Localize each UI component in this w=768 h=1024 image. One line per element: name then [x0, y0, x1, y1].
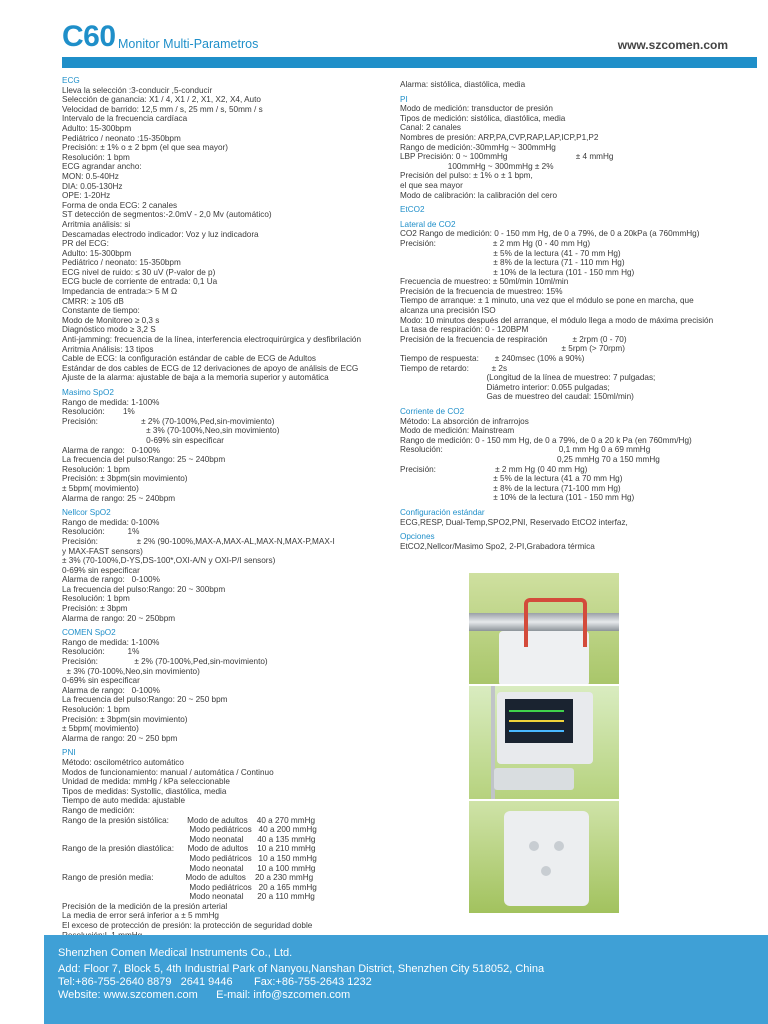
spec-line: Precisión: ± 2% (70-100%,Ped,sin-movimiento) [62, 416, 275, 426]
spec-line: Precisión: ± 2% (90-100%,MAX-A,MAX-AL,MAX-N,MAX-P,MAX-I [62, 536, 335, 546]
spec-line: ± 8% de la lectura (71-100 mm Hg) [400, 483, 621, 493]
spec-line: ± 5bpm( movimiento) [62, 483, 139, 493]
spec-line: Precisión: ± 3bpm [62, 604, 128, 614]
spec-line: Impedancia de entrada:> 5 M Ω [62, 287, 178, 297]
spec-line: Gas de muestreo del caudal: 150ml/min) [400, 392, 634, 402]
section-heading: EtCO2 [400, 205, 425, 215]
section-heading: Masimo SpO2 [62, 388, 114, 397]
spec-line: La frecuencia del pulso:Rango: 20 ~ 300bpm [62, 584, 226, 594]
spec-line: Precisión de la frecuencia de muestreo: 15% [400, 286, 563, 296]
connector-image [554, 841, 564, 851]
monitor-front-image [497, 692, 593, 764]
section-heading: Lateral de CO2 [400, 219, 456, 229]
spec-line: Modos de funcionamiento: manual / automática / Continuo [62, 767, 274, 777]
spec-line: Resolución: 0,1 mm Hg 0 a 69 mmHg [400, 445, 651, 455]
photo-monitor-stand [469, 686, 619, 799]
spec-line: Lleva la selección :3-conducir ,5-conducir [62, 85, 213, 95]
left-spec-column [62, 76, 392, 940]
spec-line: Rango de presión media: Modo de adultos 20 a 230 mmHg [62, 873, 314, 883]
spec-line: Rango de medida: 0-100% [62, 517, 160, 527]
spec-line: Constante de tiempo: [62, 306, 140, 316]
spec-line: ECG bucle de corriente de entrada: 0,1 Ua [62, 277, 218, 287]
section-heading: Configuración estándar [400, 507, 485, 517]
spec-line: Selección de ganancia: X1 / 4, X1 / 2, X1, X2, X4, Auto [62, 95, 261, 105]
spec-line: ± 8% de la lectura (71 - 110 mm Hg) [400, 258, 625, 268]
spec-line: ST detección de segmentos:-2.0mV - 2,0 Mv (automático) [62, 210, 272, 220]
spec-line: alcanza una precisión ISO [400, 306, 496, 316]
spec-line: ± 5% de la lectura (41 - 70 mm Hg) [400, 248, 621, 258]
spec-line: Modo neonatal 40 a 135 mmHg [62, 834, 316, 844]
spec-line: Alarma de rango: 0-100% [62, 575, 160, 585]
spec-line: El exceso de protección de presión: la protección de seguridad doble [62, 921, 313, 931]
footer-web-email: Website: www.szcomen.com E-mail: info@szcomen.com [58, 989, 351, 1001]
spec-line: Precisión: ± 2% (70-100%,Ped,sin-movimiento) [62, 657, 268, 667]
spec-line: Tiempo de respuesta: ± 240msec (10% a 90%) [400, 354, 585, 364]
spec-line: Precisión del pulso: ± 1% o ± 1 bpm, [400, 171, 533, 181]
spec-line: ± 10% de la lectura (101 - 150 mm Hg) [400, 493, 635, 503]
spec-line: Canal: 2 canales [400, 123, 461, 133]
section-heading: Opciones [400, 532, 435, 542]
spec-line: Modo pediátricos 40 a 200 mmHg [62, 825, 317, 835]
spec-line: Modo pediátricos 10 a 150 mmHg [62, 853, 317, 863]
spec-line: Estándar de dos cables de ECG de 12 derivaciones de apoyo de análisis de ECG [62, 363, 359, 373]
product-subtitle: Monitor Multi-Parametros [118, 37, 259, 51]
spec-line: Modo neonatal 10 a 100 mmHg [62, 863, 316, 873]
spec-line: La media de error será inferior a ± 5 mmHg [62, 911, 219, 921]
spec-line: LBP Precisión: 0 ~ 100mmHg ± 4 mmHg [400, 152, 614, 162]
section-heading: PI [400, 94, 408, 104]
connector-image [529, 841, 539, 851]
spec-line: Modo de calibración: la calibración del cero [400, 190, 558, 200]
spec-line: Alarma de rango: 20 ~ 250 bpm [62, 733, 178, 743]
spec-line: Resolución: 1% [62, 647, 140, 657]
spec-line: DIA: 0.05-130Hz [62, 181, 123, 191]
mount-bracket-image [524, 598, 587, 647]
spec-line: CMRR: ≥ 105 dB [62, 296, 124, 306]
spec-line: ECG nivel de ruido: ≤ 30 uV (P-valor de p) [62, 267, 216, 277]
spec-line: Precisión: ± 2 mm Hg (0 40 mm Hg) [400, 464, 588, 474]
section-heading: COMEN SpO2 [62, 628, 116, 638]
spec-line: La tasa de respiración: 0 - 120BPM [400, 325, 529, 335]
spec-line: ± 5% de la lectura (41 a 70 mm Hg) [400, 474, 623, 484]
spec-line: Resolución: 1% [62, 527, 140, 537]
waveform-green-image [509, 710, 564, 712]
spec-line: Precisión: ± 3bpm(sin movimiento) [62, 474, 188, 484]
spec-line: Tiempo de auto medida: ajustable [62, 796, 186, 806]
connector-image [541, 866, 551, 876]
company-footer [44, 935, 768, 1024]
spec-line: Velocidad de barrido: 12,5 mm / s, 25 mm / s, 50mm / s [62, 104, 263, 114]
spec-line: Modo de medición: transductor de presión [400, 104, 553, 114]
page-header [0, 0, 768, 72]
spec-line: Rango de medición: [62, 805, 135, 815]
spec-line: Pediátrico / neonato: 15-350bpm [62, 258, 181, 268]
spec-line: Precisión de la frecuencia de respiración ± 2rpm (0 - 70) [400, 334, 627, 344]
section-heading: ECG [62, 76, 80, 85]
spec-line: Ajuste de la alarma: ajustable de baja a la memoria superior y automática [62, 373, 329, 383]
photo-device-rear [469, 801, 619, 913]
spec-line: EtCO2,Nellcor/Masimo Spo2, 2-PI,Grabadora térmica [400, 541, 595, 551]
spec-line: Rango de la presión sistólica: Modo de adultos 40 a 270 mmHg [62, 815, 316, 825]
spec-line: Pediátrico / neonato :15-350bpm [62, 133, 181, 143]
spec-line: ± 3% (70-100%,D-YS,DS-100*,OXI-A/N y OXI-P/I sensors) [62, 556, 276, 566]
spec-line: Precisión: ± 1% o ± 2 bpm (el que sea mayor) [62, 143, 228, 153]
spec-line: Unidad de medida: mmHg / kPa seleccionable [62, 777, 230, 787]
spec-line: Método: oscilométrico automático [62, 757, 184, 767]
spec-line: Modo de medición: Mainstream [400, 426, 515, 436]
spec-line: Resolución: 1 bpm [62, 594, 130, 604]
spec-line: ± 3% (70-100%,Neo,sin movimiento) [62, 426, 280, 436]
spec-line: Adulto: 15-300bpm [62, 123, 132, 133]
spec-line: Diámetro interior: 0.055 pulgadas; [400, 382, 610, 392]
spec-line: 0-69% sin especificar [62, 676, 140, 686]
spec-line: Rango de medida: 1-100% [62, 637, 160, 647]
spec-line: Alarma de rango: 0-100% [62, 685, 160, 695]
spec-line: Tiempo de arranque: ± 1 minuto, una vez que el módulo se pone en marcha, que [400, 296, 694, 306]
footer-company-name: Shenzhen Comen Medical Instruments Co., Ltd. [58, 947, 293, 959]
spec-line: Descamadas electrodo indicador: Voz y luz indicadora [62, 229, 259, 239]
spec-line: ± 5bpm( movimiento) [62, 724, 139, 734]
spec-line: Rango de medición: 0 - 150 mm Hg, de 0 a 79%, de 0 a 20 k Pa (en 760mm/Hg) [400, 435, 692, 445]
spec-line: CO2 Rango de medición: 0 - 150 mm Hg, de 0 a 79%, de 0 a 20kPa (a 760mmHg) [400, 229, 700, 239]
spec-line: Frecuencia de muestreo: ± 50ml/min 10ml/min [400, 277, 569, 287]
spec-line: Arritmia análisis: si [62, 219, 131, 229]
spec-line: el que sea mayor [400, 180, 463, 190]
photo-rail-mount [469, 573, 619, 684]
spec-line: ECG agrandar ancho: [62, 162, 142, 172]
spec-line: 0,25 mmHg 70 a 150 mmHg [400, 454, 660, 464]
spec-line: Tipos de medición: sistólica, diastólica, media [400, 113, 566, 123]
section-heading: Nellcor SpO2 [62, 508, 111, 518]
spec-line: 0-69% sin especificar [62, 435, 224, 445]
waveform-blue-image [509, 730, 564, 732]
spec-line: ± 10% de la lectura (101 - 150 mm Hg) [400, 267, 635, 277]
header-band [62, 57, 757, 68]
header-website-link[interactable]: www.szcomen.com [617, 38, 728, 52]
spec-line: Rango de medición:-30mmHg ~ 300mmHg [400, 142, 556, 152]
spec-line: Adulto: 15-300bpm [62, 248, 132, 258]
spec-line: Resolución: 1% [62, 407, 135, 417]
spec-line: Resolución: 1 bpm [62, 464, 130, 474]
spec-line: Cable de ECG: la configuración estándar de cable de ECG de Adultos [62, 354, 316, 364]
device-back-image [504, 811, 589, 906]
spec-line: Arritmia Análisis: 13 tipos [62, 344, 154, 354]
spec-line: Modo de Monitoreo ≥ 0,3 s [62, 315, 160, 325]
section-heading: Corriente de CO2 [400, 407, 465, 416]
spec-line: Modo neonatal 20 a 110 mmHg [62, 892, 315, 902]
right-spec-column [400, 80, 745, 551]
spec-line: Tiempo de retardo: ± 2s [400, 363, 508, 373]
spec-line: Resolución: 1 bpm [62, 152, 130, 162]
spec-line: La frecuencia del pulso:Rango: 20 ~ 250 bpm [62, 695, 228, 705]
spec-line: Forma de onda ECG: 2 canales [62, 200, 178, 210]
spec-line: Rango de medida: 1-100% [62, 397, 160, 407]
footer-address: Add: Floor 7, Block 5, 4th Industrial Park of Nanyou,Nanshan District, Shenzhen City 518052, China [58, 963, 545, 975]
spec-line: Método: La absorción de infrarrojos [400, 416, 529, 426]
spec-line: Anti-jamming: frecuencia de la línea, interferencia electroquirúrgica y desfibrilación [62, 335, 361, 345]
spec-line: ± 5rpm (> 70rpm) [400, 344, 625, 354]
spec-line: Alarma de rango: 0-100% [62, 445, 160, 455]
stand-base-image [494, 768, 574, 790]
spec-line: Modo: 10 minutos después del arranque, el módulo llega a modo de máxima precisión [400, 315, 714, 325]
spec-line: PR del ECG: [62, 239, 109, 249]
spec-line: Precisión de la medición de la presión arterial [62, 901, 228, 911]
spec-line: 0-69% sin especificar [62, 565, 140, 575]
spec-line: Nombres de presión: ARP,PA,CVP,RAP,LAP,ICP,P1,P2 [400, 132, 599, 142]
spec-line: (Longitud de la línea de muestreo: 7 pulgadas; [400, 373, 656, 383]
spec-line: Diagnóstico modo ≥ 3,2 S [62, 325, 156, 335]
model-name: C60 [62, 20, 116, 53]
spec-line: Rango de la presión diastólica: Modo de adultos 10 a 210 mmHg [62, 844, 316, 854]
spec-line: MON: 0.5-40Hz [62, 171, 119, 181]
spec-line: Tipos de medidas: Systollic, diastólica, media [62, 786, 227, 796]
spec-line: Alarma de rango: 20 ~ 250bpm [62, 613, 176, 623]
spec-line: ECG,RESP, Dual-Temp,SPO2,PNI, Reservado EtCO2 interfaz, [400, 517, 628, 527]
spec-line: Intervalo de la frecuencia cardíaca [62, 114, 188, 124]
spec-line: Alarma: sistólica, diastólica, media [400, 80, 526, 89]
spec-line: Modo pediátricos 20 a 165 mmHg [62, 882, 317, 892]
spec-line: Resolución: 1 bpm [62, 705, 130, 714]
spec-line: y MAX-FAST sensors) [62, 546, 143, 556]
spec-line: Alarma de rango: 25 ~ 240bpm [62, 493, 176, 503]
section-heading: PNI [62, 748, 76, 758]
spec-line: Precisión: ± 2 mm Hg (0 - 40 mm Hg) [400, 238, 591, 248]
spec-line: La frecuencia del pulso:Rango: 25 ~ 240bpm [62, 455, 226, 465]
footer-phone-fax: Tel:+86-755-2640 8879 2641 9446 Fax:+86-755-2643 1232 [58, 976, 372, 988]
product-photos [469, 573, 619, 913]
spec-line: Precisión: ± 3bpm(sin movimiento) [62, 714, 188, 724]
spec-line: ± 3% (70-100%,Neo,sin movimiento) [62, 666, 200, 676]
spec-line: OPE: 1-20Hz [62, 191, 111, 201]
spec-line: 100mmHg ~ 300mmHg ± 2% [400, 161, 554, 171]
waveform-yellow-image [509, 720, 564, 722]
